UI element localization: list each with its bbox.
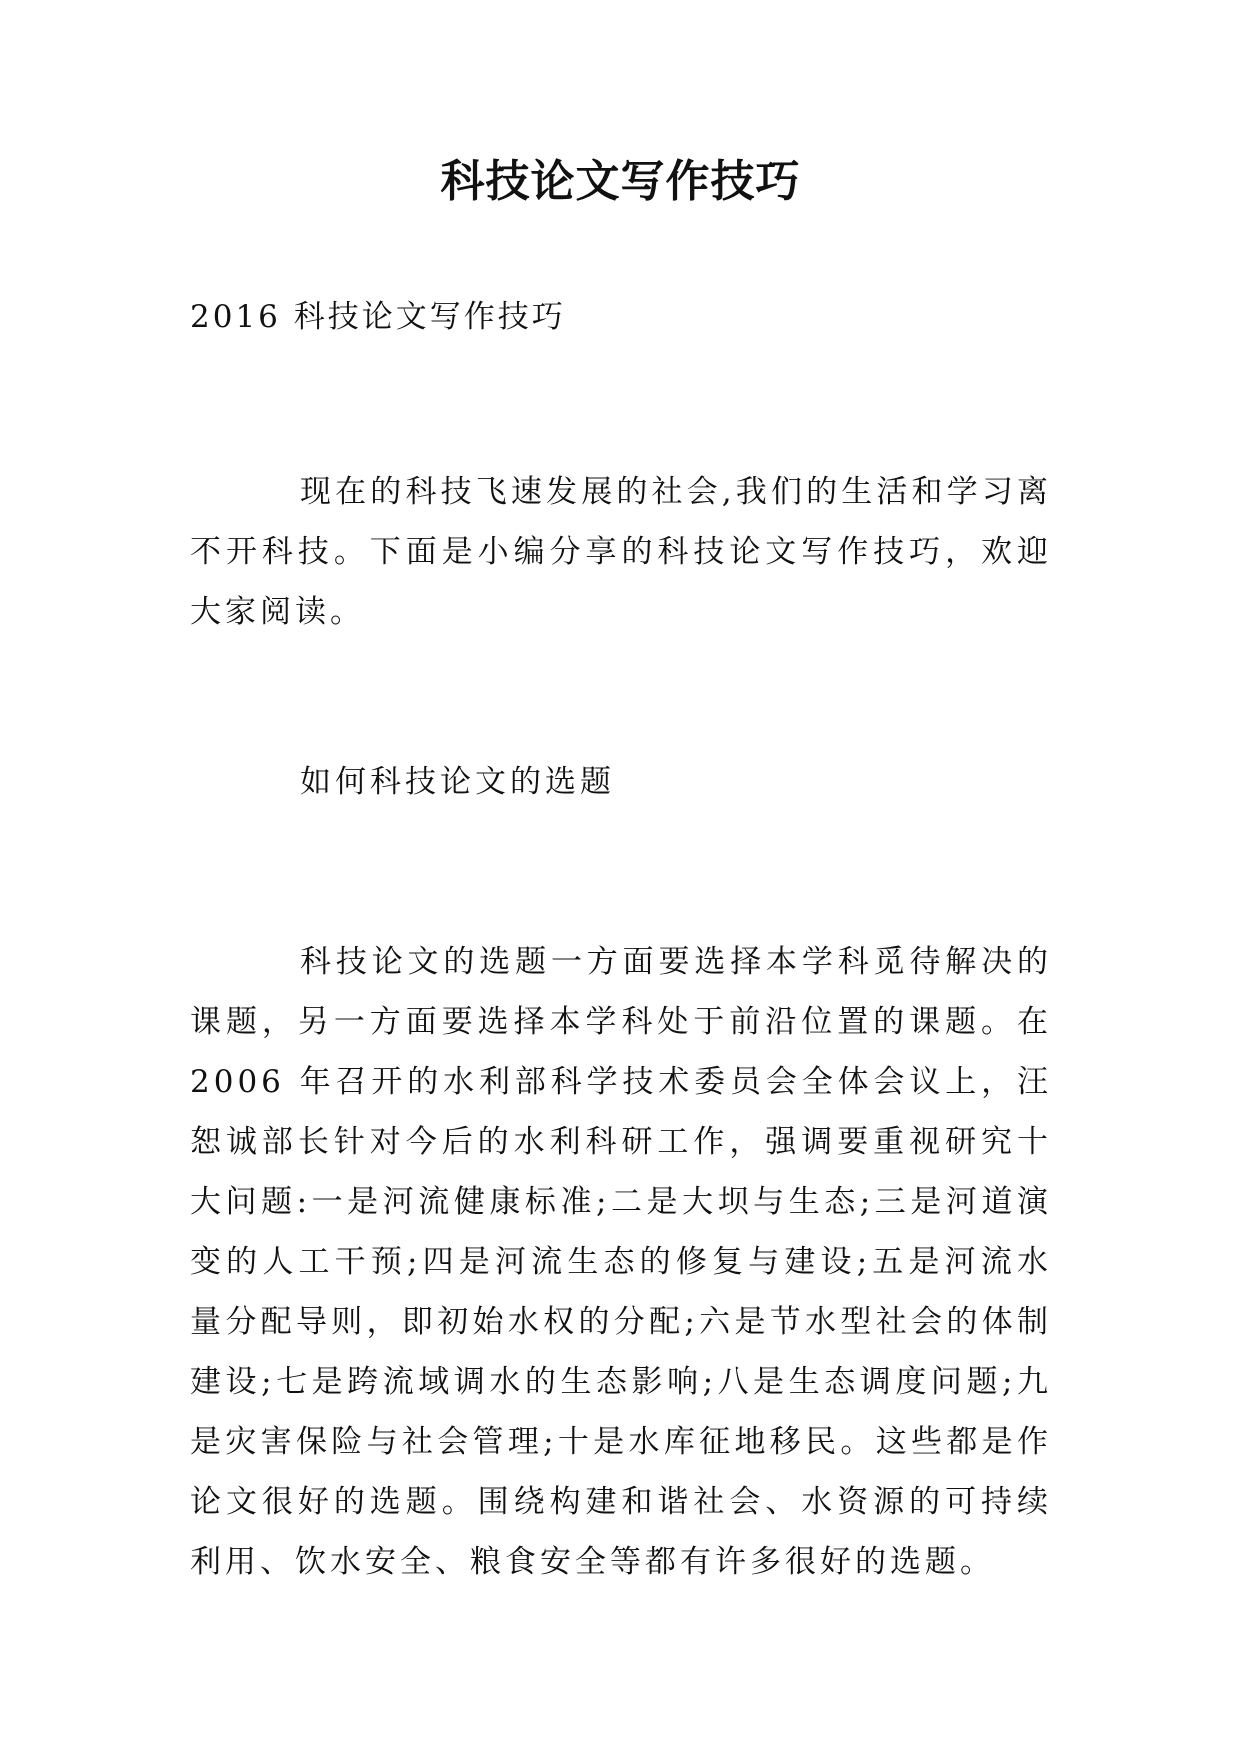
- document-title: 科技论文写作技巧: [440, 156, 801, 207]
- section-body-paragraph: 科技论文的选题一方面要选择本学科觅待解决的课题，另一方面要选择本学科处于前沿位置的课题。在 2006 年召开的水利部科学技术委员会全体会议上，汪恕诚部长针对今后的水利科研工作，强调要重视研究十大问题:一是河流健康标准;二是大坝与生态;三是河道演变的人工干预;四是河流生态的修复与建设;五是河流水量分配导则，即初始水权的分配;六是节水型社会的体制建设;七是跨流域调水的生态影响;八是生态调度问题;九是灾害保险与社会管理;十是水库征地移民。这些都是作论文很好的选题。围绕构建和谐社会、水资源的可持续利用、饮水安全、粮食安全等都有许多很好的选题。: [190, 944, 1052, 1580]
- document-subtitle: 2016 科技论文写作技巧: [190, 299, 566, 335]
- section-heading: 如何科技论文的选题: [300, 764, 615, 800]
- intro-paragraph: 现在的科技飞速发展的社会,我们的生活和学习离不开科技。下面是小编分享的科技论文写作技巧，欢迎大家阅读。: [190, 474, 1052, 630]
